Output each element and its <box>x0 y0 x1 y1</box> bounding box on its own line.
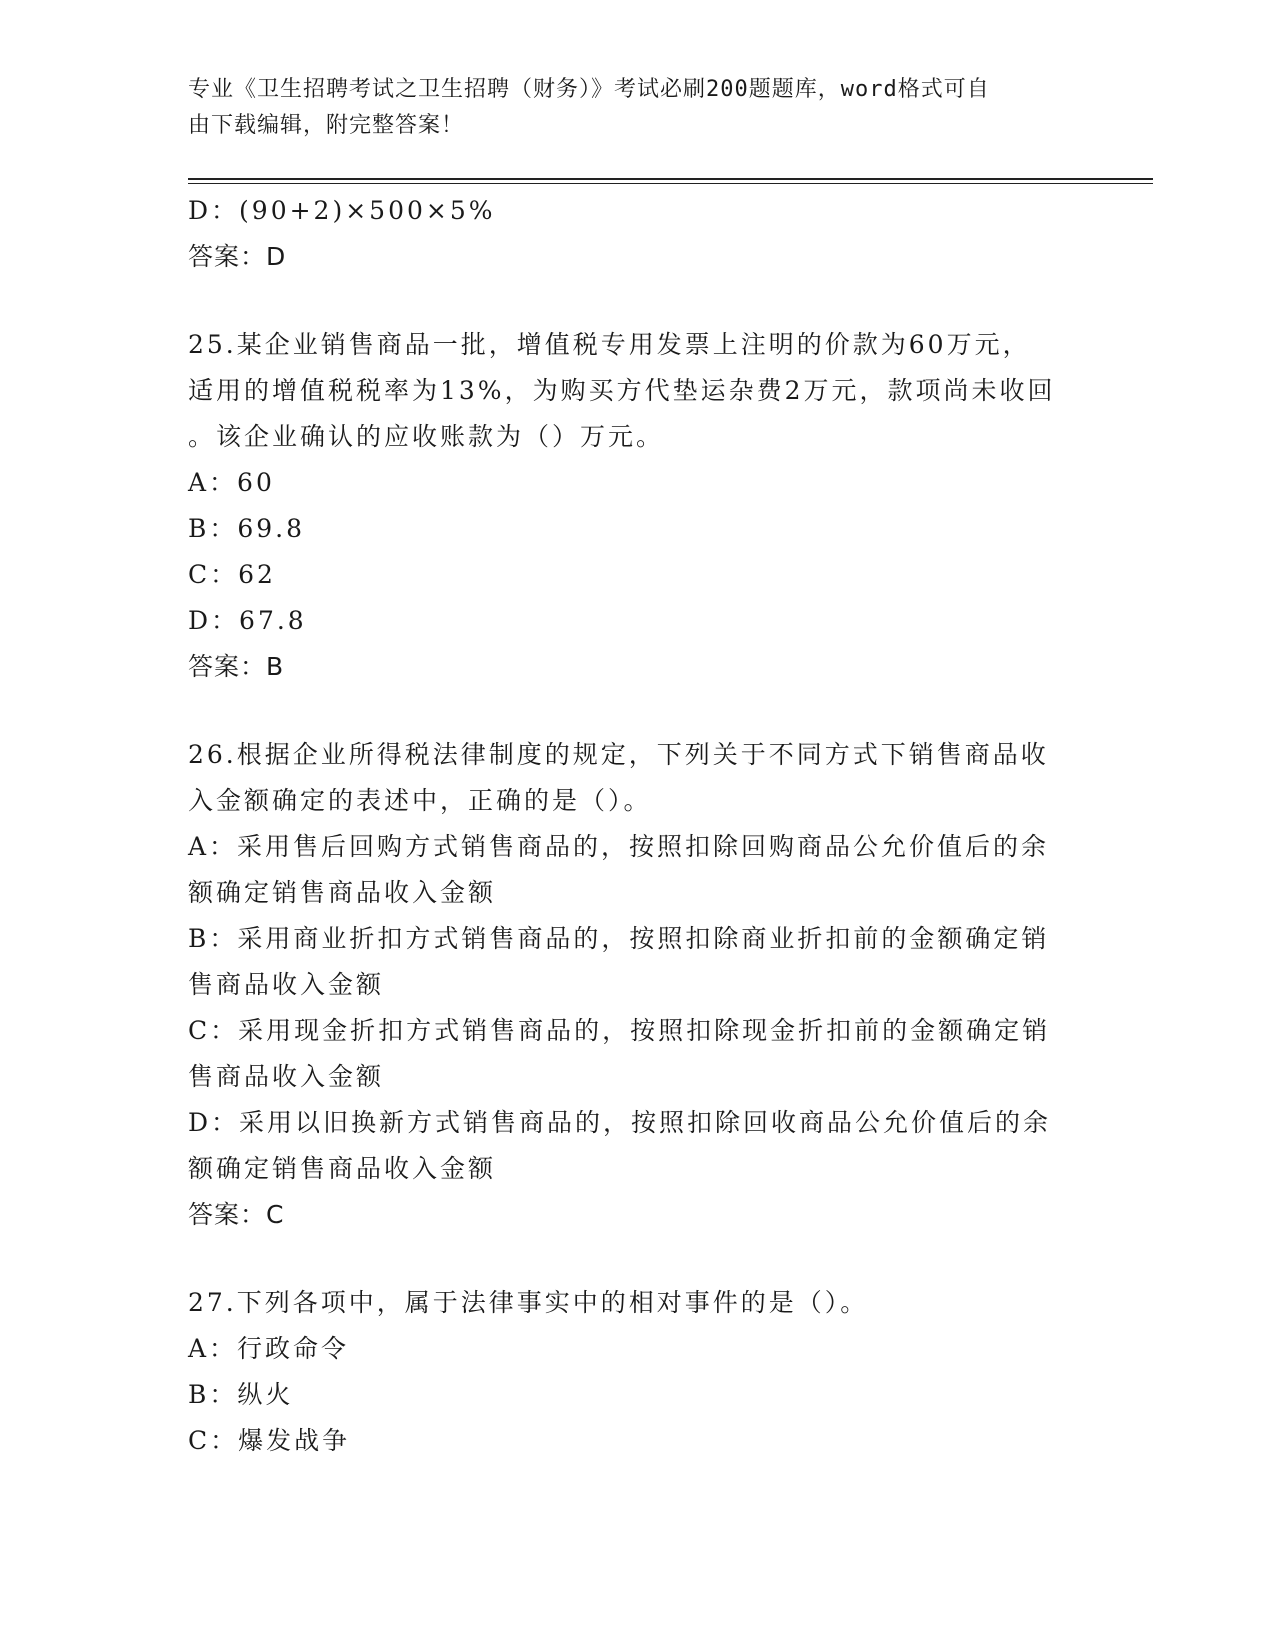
header-line-1: 专业《卫生招聘考试之卫生招聘（财务）》考试必刷200题题库，word格式可自 <box>188 77 990 102</box>
q25-stem-line-3: 。该企业确认的应收账款为（）万元。 <box>188 422 665 451</box>
header-line-2: 由下载编辑，附完整答案！ <box>188 113 465 138</box>
question-27 <box>188 1280 1088 1464</box>
question-25 <box>188 322 1088 690</box>
q27-option-b: B：纵火 <box>188 1380 294 1409</box>
q26-option-d-line-1: D：采用以旧换新方式销售商品的，按照扣除回收商品公允价值后的余 <box>188 1108 1052 1137</box>
q26-answer: 答案：C <box>188 1200 285 1229</box>
question-26 <box>188 732 1088 1238</box>
q25-option-b: B：69.8 <box>188 514 306 543</box>
q26-option-a-line-2: 额确定销售商品收入金额 <box>188 878 497 907</box>
q26-stem-line-1: 26.根据企业所得税法律制度的规定，下列关于不同方式下销售商品收 <box>188 740 1049 769</box>
q26-option-b-line-2: 售商品收入金额 <box>188 970 385 999</box>
q25-stem-line-2: 适用的增值税税率为13%，为购买方代垫运杂费2万元，款项尚未收回 <box>188 376 1056 405</box>
q26-option-b-line-1: B：采用商业折扣方式销售商品的，按照扣除商业折扣前的金额确定销 <box>188 924 1050 953</box>
prev-answer: 答案：D <box>188 242 287 271</box>
header-rule-thin <box>188 183 1153 184</box>
q26-option-d-line-2: 额确定销售商品收入金额 <box>188 1154 497 1183</box>
q25-option-c: C：62 <box>188 560 276 589</box>
spacer <box>188 280 1088 322</box>
q25-option-a: A：60 <box>188 468 275 497</box>
q25-answer: 答案：B <box>188 652 285 681</box>
q27-option-c: C：爆发战争 <box>188 1426 351 1455</box>
q26-option-c-line-1: C：采用现金折扣方式销售商品的，按照扣除现金折扣前的金额确定销 <box>188 1016 1051 1045</box>
q27-option-a: A：行政命令 <box>188 1334 350 1363</box>
q25-option-d: D：67.8 <box>188 606 307 635</box>
spacer <box>188 690 1088 732</box>
header-rule-thick <box>188 178 1153 180</box>
q27-stem-line-1: 27.下列各项中，属于法律事实中的相对事件的是（）。 <box>188 1288 869 1317</box>
q25-stem-line-1: 25.某企业销售商品一批，增值税专用发票上注明的价款为60万元， <box>188 330 1031 359</box>
q26-option-a-line-1: A：采用售后回购方式销售商品的，按照扣除回购商品公允价值后的余 <box>188 832 1050 861</box>
q26-option-c-line-2: 售商品收入金额 <box>188 1062 385 1091</box>
prev-option-d: D：(90+2)×500×5% <box>188 196 496 225</box>
question-content <box>188 188 1088 1464</box>
spacer <box>188 1238 1088 1280</box>
q26-stem-line-2: 入金额确定的表述中，正确的是（）。 <box>188 786 652 815</box>
page-header <box>188 72 1068 144</box>
